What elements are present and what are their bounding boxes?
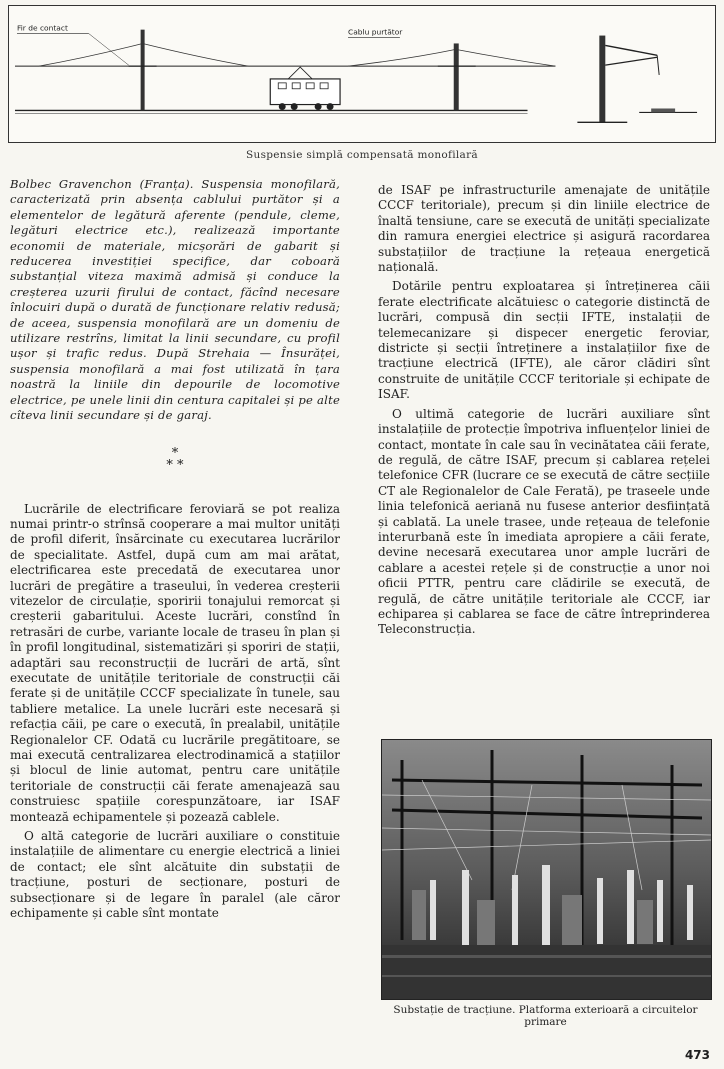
substation-photo-svg: [382, 740, 711, 999]
catenary-pole-1: [39, 30, 248, 111]
right-paragraph-1: Dotările pentru exploatarea și întreținerea căii ferate electrificate alcătuiesc o categorie distinctă de lucrări, compusă din secții IFTE, instalații de telemecanizare și dispecer energetic feroviar, districte și secții întreținere a instalațiilor fixe de tracțiune electrică (IFTE), ale căror clădiri sînt construite de unitățile CCCF teritoriale și echipate de ISAF.: [378, 279, 710, 402]
diagram-caption: Suspensie simplă compensată monofilară: [246, 149, 478, 161]
substation-photo: [381, 739, 712, 1000]
separator-star-top: *: [171, 445, 179, 461]
right-paragraph-continued: de ISAF pe infrastructurile amenajate de unitățile CCCF teritoriale), precum și din liniile electrice de înaltă tensiune, care se execută de unități specializate din ramura energiei electrice și asigură racordarea substațiilor de tracțiune la rețeaua energetică națională.: [378, 183, 710, 275]
right-paragraph-2: O ultimă categorie de lucrări auxiliare sînt instalațiile de protecție împotriva influențelor liniei de contact, montate în cale sau în vecinătatea căii ferate, de regulă, de către ISAF, precum și cablarea rețelei telefonice CFR (lucrare ce se execută de către secțiile CT ale Regionalelor de Cale Ferată), pe traseele unde linia telefonică aeriană nu fusese anterior desființată și cablată. La unele trasee, unde rețeaua de telefonie interurbană este în imediata apropiere a căii ferate, devine necesară executarea unor ample lucrări de cablare a acestei rețele și de construcție a unor noi oficii PTTR, pentru care clădirile se execută, de regulă, de către unitățile teritoriale ale CCCF, iar echiparea și cablarea se face de către întreprinderea Teleconstrucția.: [378, 406, 710, 637]
suspension-diagram: [8, 5, 716, 143]
locomotive: [270, 67, 340, 110]
right-column: [378, 183, 710, 642]
photo-caption: Substație de tracțiune. Platforma exterioară a circuitelor primare: [393, 1004, 698, 1028]
page-number: 473: [684, 1048, 710, 1062]
italic-paragraph: [10, 177, 340, 424]
label-contact-wire: Fir de contact: [16, 23, 68, 33]
suspension-diagram-svg: [9, 6, 715, 142]
section-separator: [10, 445, 340, 473]
left-paragraph-1: Lucrările de electrificare feroviară se pot realiza numai printr-o strînsă cooperare a mai multor unități de profil diferit, însărcinate cu executarea lucrărilor de specialitate. Astfel, după cum am mai arătat, electrificarea este precedată de executarea unor lucrări de pregătire a traseului, în vederea creșterii vitezelor de circulație, sporirii tonajului remorcat și creșterii gabaritului. Aceste lucrări, constînd în retrasări de curbe, variante locale de traseu în plan și în profil longitudinal, sistematizări și sporiri de stații, adaptări sau reconstrucții de lucrări de artă, sînt executate de unitățile teritoriale de construcții căi ferate și de unitățile CCCF specializate în tunele, sau tabliere metalice. La unele lucrări este necesară și refacția căii, pe care o execută, în prealabil, unitățile Regionalelor CF. Odată cu lucrările pregătitoare, se mai execută centralizarea electrodinamică a stațiilor și blocul de linie automat, pentru care unitățile teritoriale de construcții căi ferate amenajează sau construiesc spațiile corespunzătoare, iar ISAF montează echipamentele și pozează cablele.: [10, 501, 340, 824]
label-carrier-cable: Cablu purtător: [348, 27, 403, 37]
catenary-pole-2: [348, 43, 555, 110]
left-paragraph-2: O altă categorie de lucrări auxiliare o constituie instalațiile de alimentare cu energie electrică a liniei de contact; ele sînt alcătuite din substații de tracțiune, posturi de secționare, posturi de subsecționare și de legare în paralel (ale căror echipamente și cable sînt montate: [10, 829, 340, 921]
italic-text: Bolbec Gravenchon (Franța). Suspensia monofilară, caracterizată prin absența cablului purtător și a elementelor de legătură aferente (pendule, cleme, legături electrice etc.), realizează importante economii de materiale, micșorări de gabarit și reducerea investiției specifice, dar coboară substanțial viteza maximă admisă și conduce la creșterea uzurii firului de contact, făcînd necesare înlocuiri după o durată de funcționare relativ redusă; de aceea, suspensia monofilară are un domeniu de utilizare restrîns, limitat la linii secundare, cu profil ușor și trafic redus. După Strehaia — Însurăței, suspensia monofilară a mai fost utilizată în țara noastră la liniile din depourile de locomotive electrice, pe unele linii din centura capitalei și pe alte cîteva linii secundare și de garaj.: [10, 177, 340, 423]
left-column: [10, 177, 340, 925]
pole-side-view: [577, 36, 697, 123]
separator-star-bottom: * *: [166, 457, 184, 473]
